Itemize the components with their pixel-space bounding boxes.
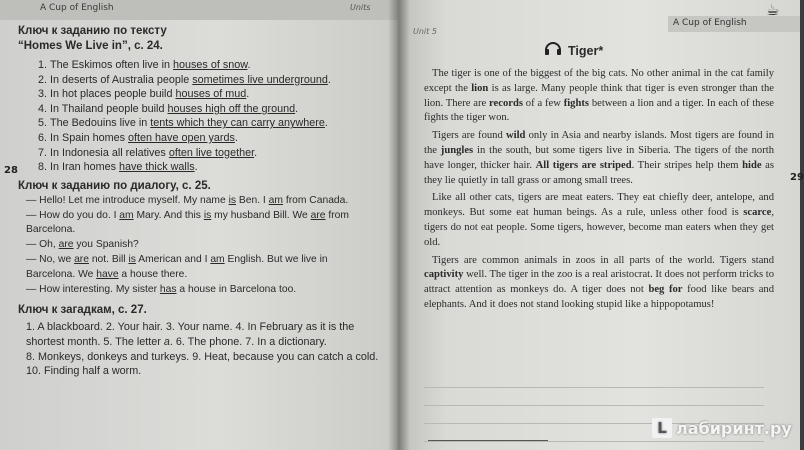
riddle-answers <box>26 320 388 378</box>
riddle-line: 10. Finding half a worm. <box>26 365 142 378</box>
tiger-text <box>424 40 774 316</box>
section2-heading: Ключ к заданию по диалогу, с. 25. <box>18 179 211 192</box>
riddle-line: 1. A blackboard. 2. Your hair. 3. Your name. 4. In February as it is the <box>26 321 355 334</box>
list-item: 4. In Thailand people build houses high off the ground. <box>50 102 388 117</box>
underline-rule <box>428 440 548 441</box>
paragraph: Like all other cats, tigers are meat eaters. They eat chiefly deer, antelope, and monkeys. But some eat human beings. As a rule, unless other food is scarce, tigers do not eat people. Some tigers, however, become man eaters when they get old. <box>424 192 774 248</box>
paragraph: Tigers are found wild only in Asia and nearby islands. Most tigers are found in the jungles in the south, but some tigers live in Siberia. The tigers of the north have longer, thicker hair. All tigers are striped. Their stripes help them hide as they lie quietly in tall grass or among small trees. <box>424 130 774 186</box>
section1-heading-line2: “Homes We Live in”, с. 24. <box>18 40 163 52</box>
list-item: 8. In Iran homes have thick walls. <box>50 160 388 175</box>
paragraph: Tigers are common animals in zoos in all parts of the world. Tigers stand captivity well. The tiger in the zoo is a real aristocrat. It does not perform tricks to attract attention as monkeys do. A tiger does not beg for food like bears and elephants. And it does not stand looking stupid like a hippopotamus! <box>424 254 774 310</box>
dialogue-line: — How do you do. I am Mary. And this is my husband Bill. We are from <box>26 209 349 221</box>
list-item: 3. In hot places people build houses of mud. <box>50 87 388 102</box>
dialogue-line: Barcelona. We have a house there. <box>26 268 188 280</box>
dialogue-line: — How interesting. My sister has a house in Barcelona too. <box>26 283 297 295</box>
section1-heading-line1: Ключ к заданию по тексту <box>18 25 167 37</box>
left-running-head-corner: Units <box>350 3 371 12</box>
list-item: 7. In Indonesia all relatives often live together. <box>50 146 388 161</box>
title-row <box>544 40 774 61</box>
paragraph: The tiger is one of the biggest of the big cats. No other animal in the cat family except the lion is as large. Many people think that tiger is even stronger than the lion. There are records of a few fights between a lion and a tiger. In each of these fights the tiger won. <box>424 68 774 124</box>
right-page-number: 29 <box>790 172 804 183</box>
riddle-line: 8. Monkeys, donkeys and turkeys. 9. Heat, because you can catch a cold. <box>26 350 379 363</box>
answer-key <box>18 24 388 379</box>
dialogue-line: — No, we are not. Bill is American and I am English. But we live in <box>26 253 328 265</box>
left-page <box>0 0 398 450</box>
list-item: 6. In Spain homes often have open yards. <box>50 131 388 146</box>
list-item: 1. The Eskimos often live in houses of snow. <box>50 58 388 73</box>
dialogue-line: — Oh, are you Spanish? <box>26 239 139 251</box>
dialogue-line: — Hello! Let me introduce myself. My name is Ben. I am from Canada. <box>26 194 349 206</box>
list-item: 2. In deserts of Australia people sometimes live underground. <box>50 73 388 88</box>
section3-heading: Ключ к загадкам, с. 27. <box>18 304 147 317</box>
page-title: Tiger* <box>568 43 604 58</box>
book-gutter <box>388 0 410 450</box>
homes-answer-list <box>18 58 388 175</box>
labirint-logo-icon: L <box>652 418 672 438</box>
list-item: 5. The Bedouins live in tents which they can carry anywhere. <box>50 116 388 131</box>
left-page-number: 28 <box>4 165 18 176</box>
right-header <box>398 0 800 36</box>
left-header-bar <box>0 0 398 20</box>
watermark <box>652 418 792 438</box>
right-running-head: A Cup of English <box>673 18 747 28</box>
dialogue-answers <box>26 194 388 298</box>
left-running-head: A Cup of English <box>40 3 114 13</box>
riddle-line: shortest month. 5. The letter a. 6. The phone. 7. In a dictionary. <box>26 335 327 348</box>
dialogue-line: Barcelona. <box>26 224 76 236</box>
right-running-head-corner: Unit 5 <box>413 27 437 36</box>
headphones-icon <box>544 40 562 61</box>
teacup-icon: ☕ <box>766 1 780 19</box>
watermark-text: лабиринт.ру <box>676 418 792 438</box>
